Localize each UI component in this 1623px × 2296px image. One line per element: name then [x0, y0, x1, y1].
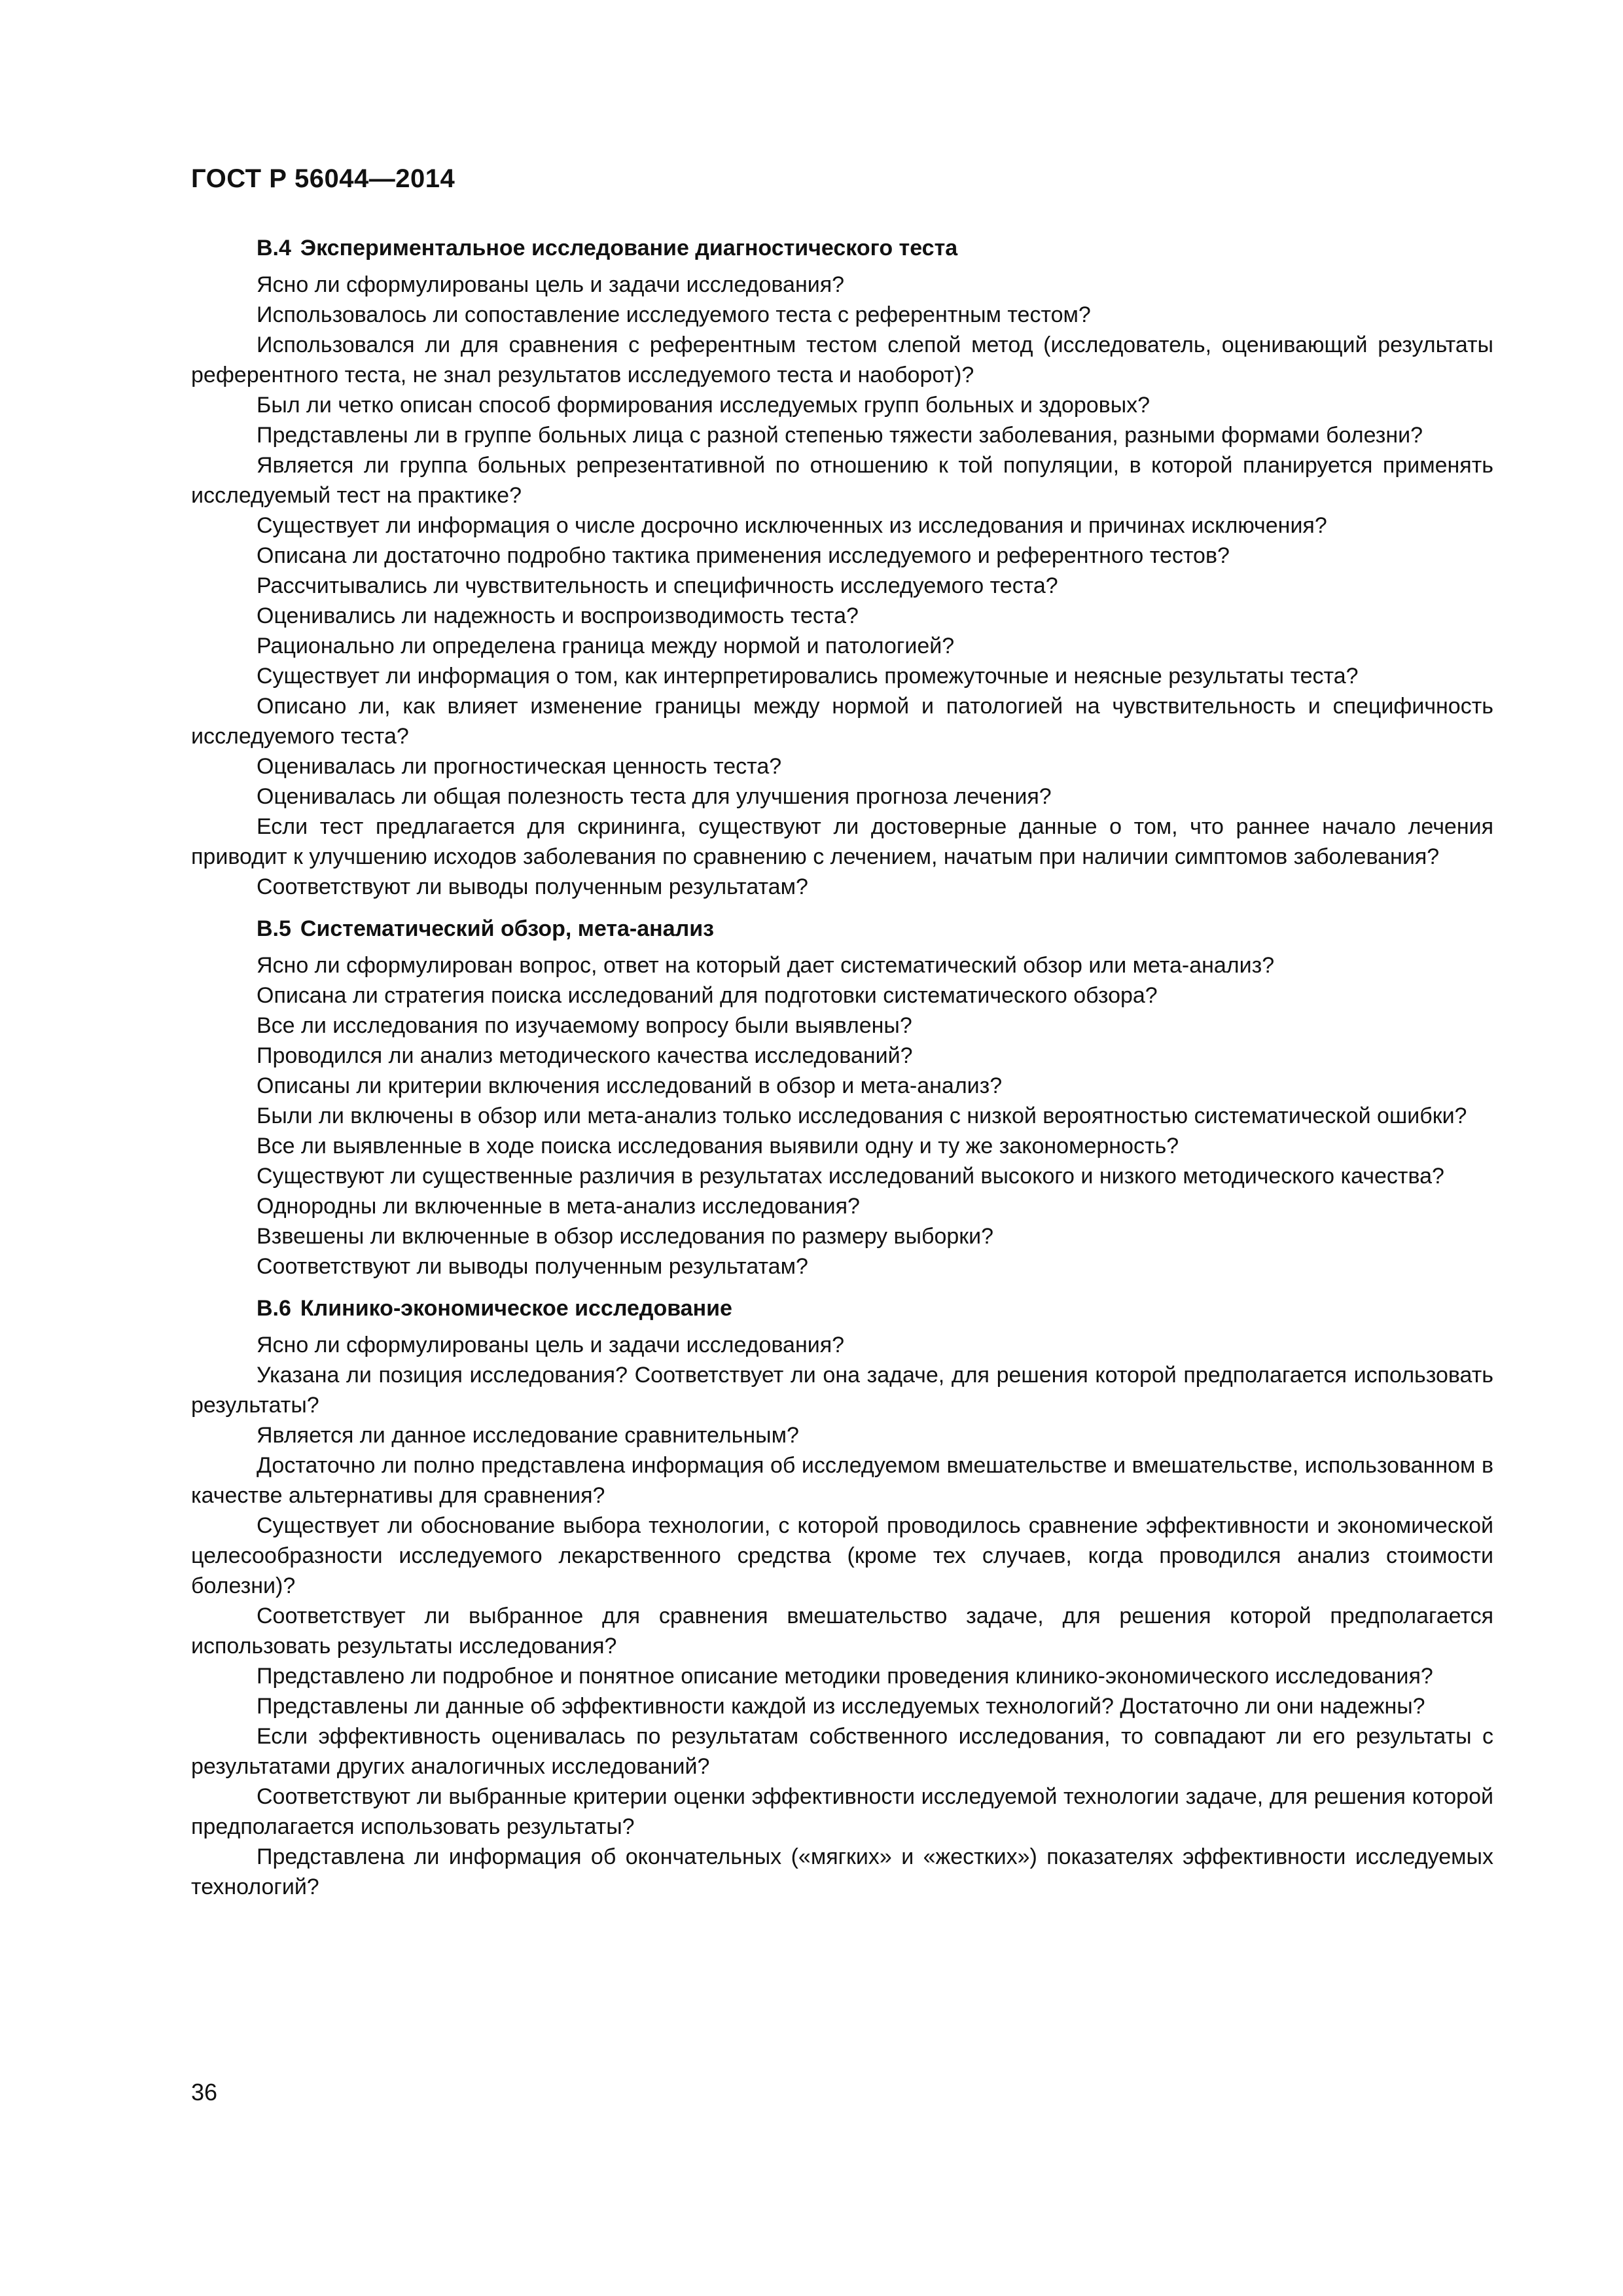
question-item: Ясно ли сформулированы цель и задачи исследования?	[257, 272, 845, 297]
section-b4	[191, 233, 1493, 902]
question-item: Описана ли стратегия поиска исследований для подготовки систематического обзора?	[257, 983, 1158, 1008]
question-item: Ясно ли сформулирован вопрос, ответ на который дает систематический обзор или мета-анализ?	[257, 953, 1275, 978]
question-item: Все ли выявленные в ходе поиска исследования выявили одну и ту же закономерность?	[257, 1134, 1179, 1158]
question-item: Представлено ли подробное и понятное описание методики проведения клинико-экономического исследования?	[257, 1664, 1433, 1689]
question-item: Проводился ли анализ методического качества исследований?	[257, 1043, 913, 1068]
question-item: Соответствует ли выбранное для сравнения вмешательство задаче, для решения которой предполагается использовать результаты исследования?	[191, 1604, 1493, 1659]
question-item: Представлены ли данные об эффективности каждой из исследуемых технологий? Достаточно ли они надежны?	[257, 1694, 1425, 1719]
question-item: Является ли группа больных репрезентативной по отношению к той популяции, в которой планируется применять исследуемый тест на практике?	[191, 453, 1493, 508]
question-item: Оценивалась ли общая полезность теста для улучшения прогноза лечения?	[257, 784, 1052, 809]
document-header: ГОСТ Р 56044—2014	[191, 164, 455, 193]
question-item: Существуют ли существенные различия в результатах исследований высокого и низкого методического качества?	[257, 1164, 1444, 1189]
question-item: Если эффективность оценивалась по результатам собственного исследования, то совпадают ли его результаты с результатами других аналогичных исследований?	[191, 1724, 1493, 1779]
question-item: Оценивалась ли прогностическая ценность теста?	[257, 754, 782, 779]
question-item: Однородны ли включенные в мета-анализ исследования?	[257, 1194, 860, 1219]
section-b5	[191, 914, 1493, 1282]
question-item: Описано ли, как влияет изменение границы между нормой и патологией на чувствительность и специфичность исследуемого теста?	[191, 694, 1493, 749]
question-item: Использовался ли для сравнения с референтным тестом слепой метод (исследователь, оценивающий результаты референтного теста, не знал результатов исследуемого теста и наоборот)?	[191, 332, 1493, 387]
question-item: Рационально ли определена граница между нормой и патологией?	[257, 634, 955, 658]
question-item: Все ли исследования по изучаемому вопросу были выявлены?	[257, 1013, 912, 1038]
question-item: Описана ли достаточно подробно тактика применения исследуемого и референтного тестов?	[257, 543, 1230, 568]
document-page	[191, 162, 1493, 1902]
question-item: Соответствуют ли выводы полученным результатам?	[257, 1254, 808, 1279]
section-number: В.5	[257, 916, 291, 941]
section-heading	[191, 914, 1493, 944]
question-item: Если тест предлагается для скрининга, существуют ли достоверные данные о том, что раннее начало лечения приводит к улучшению исходов заболевания по сравнению с лечением, начатым при наличии симптомов заболевания?	[191, 814, 1493, 869]
section-b6	[191, 1293, 1493, 1902]
question-item: Был ли четко описан способ формирования исследуемых групп больных и здоровых?	[257, 393, 1150, 418]
question-item: Соответствуют ли выводы полученным результатам?	[257, 874, 808, 899]
question-item: Достаточно ли полно представлена информация об исследуемом вмешательстве и вмешательстве, использованном в качестве альтернативы для сравнения?	[191, 1453, 1493, 1508]
question-item: Описаны ли критерии включения исследований в обзор и мета-анализ?	[257, 1073, 1003, 1098]
question-item: Ясно ли сформулированы цель и задачи исследования?	[257, 1333, 845, 1357]
question-item: Рассчитывались ли чувствительность и специфичность исследуемого теста?	[257, 573, 1058, 598]
page-number: 36	[191, 2079, 218, 2106]
question-item: Представлены ли в группе больных лица с разной степенью тяжести заболевания, разными формами болезни?	[257, 423, 1423, 448]
section-title: Клинико-экономическое исследование	[300, 1296, 732, 1321]
question-item: Существует ли информация о числе досрочно исключенных из исследования и причинах исключения?	[257, 513, 1327, 538]
question-item: Существует ли обоснование выбора технологии, с которой проводилось сравнение эффективности и экономической целесообразности исследуемого лекарственного средства (кроме тех случаев, когда проводился анализ стоимости болезни)?	[191, 1513, 1493, 1598]
question-item: Были ли включены в обзор или мета-анализ только исследования с низкой вероятностью систематической ошибки?	[257, 1103, 1467, 1128]
section-number: В.4	[257, 236, 291, 260]
question-item: Соответствуют ли выбранные критерии оценки эффективности исследуемой технологии задаче, для решения которой предполагается использовать результаты?	[191, 1784, 1493, 1839]
section-heading	[191, 233, 1493, 263]
question-item: Представлена ли информация об окончательных («мягких» и «жестких») показателях эффективности исследуемых технологий?	[191, 1844, 1493, 1899]
question-item: Оценивались ли надежность и воспроизводимость теста?	[257, 603, 859, 628]
question-item: Использовалось ли сопоставление исследуемого теста с референтным тестом?	[257, 302, 1091, 327]
section-title: Систематический обзор, мета-анализ	[300, 916, 714, 941]
question-item: Существует ли информация о том, как интерпретировались промежуточные и неясные результаты теста?	[257, 664, 1359, 689]
question-item: Указана ли позиция исследования? Соответствует ли она задаче, для решения которой предполагается использовать результаты?	[191, 1363, 1493, 1418]
question-item: Взвешены ли включенные в обзор исследования по размеру выборки?	[257, 1224, 994, 1249]
question-item: Является ли данное исследование сравнительным?	[257, 1423, 799, 1448]
section-title: Экспериментальное исследование диагностического теста	[300, 236, 958, 260]
section-heading	[191, 1293, 1493, 1323]
section-number: В.6	[257, 1296, 291, 1321]
